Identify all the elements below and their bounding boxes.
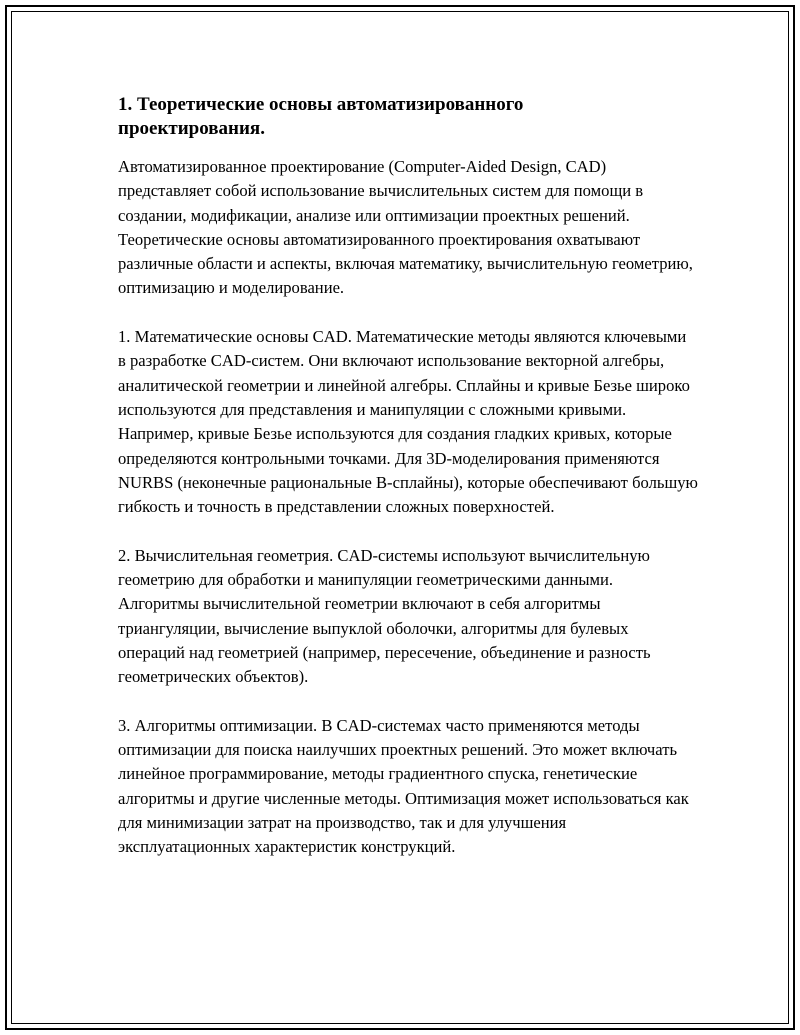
math-foundations-paragraph: 1. Математические основы CAD. Математические методы являются ключевыми в разработке CAD-систем. Они включают использование векторной алгебры, аналитической геометрии и линейной алгебры. Сплайны и кривые Безье широко используются для представления и манипуляции с сложными кривыми. Например, кривые Безье используются для создания гладких кривых, которые определяются контрольными точками. Для 3D-моделирования применяются NURBS (неконечные рациональные B-сплайны), которые обеспечивают большую гибкость и точность в представлении сложных поверхностей. [118,327,698,517]
document-page [5,5,795,1030]
document-content [118,93,698,884]
computational-geometry-paragraph: 2. Вычислительная геометрия. CAD-системы используют вычислительную геометрию для обработки и манипуляции геометрическими данными. Алгоритмы вычислительной геометрии включают в себя алгоритмы триангуляции, вычисление выпуклой оболочки, алгоритмы для булевых операций над геометрией (например, пересечение, объединение и разность геометрических объектов). [118,545,651,687]
optimization-paragraph: 3. Алгоритмы оптимизации. В CAD-системах часто применяются методы оптимизации для поиска наилучших проектных решений. Это может включать линейное программирование, методы градиентного спуска, генетические алгоритмы и другие численные методы. Оптимизация может использоваться как для минимизации затрат на производство, так и для улучшения эксплуатационных характеристик конструкций. [118,715,689,857]
section-heading: 1. Теоретические основы автоматизированного проектирования. [118,94,524,139]
intro-paragraph: Автоматизированное проектирование (Computer-Aided Design, CAD) представляет собой использование вычислительных систем для помощи в создании, модификации, анализе или оптимизации проектных решений. Теоретические основы автоматизированного проектирования охватывают различные области и аспекты, включая математику, вычислительную геометрию, оптимизацию и моделирование. [118,157,693,298]
